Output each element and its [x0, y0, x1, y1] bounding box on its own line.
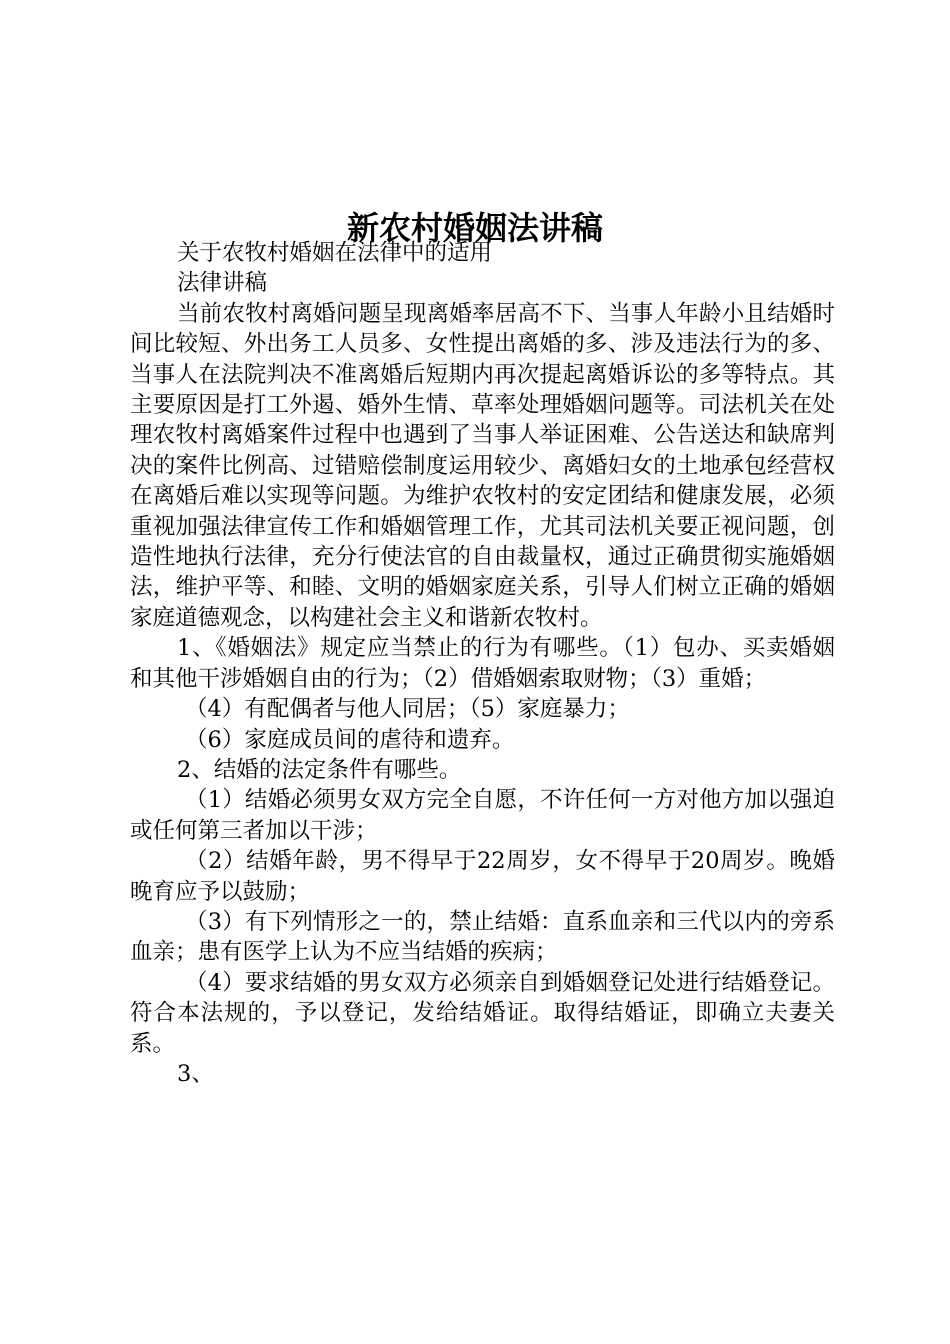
paragraph-condition-3: （3）有下列情形之一的，禁止结婚：直系血亲和三代以内的旁系血亲；患有医学上认为不应当结婚的疾病；	[130, 908, 835, 966]
paragraph-question-2: 2、结婚的法定条件有哪些。	[177, 756, 462, 783]
paragraph-subheading: 法律讲稿	[177, 270, 268, 297]
paragraph-condition-1: （1）结婚必须男女双方完全自愿，不许任何一方对他方加以强迫或任何第三者加以干涉；	[130, 787, 835, 844]
paragraph-condition-2: （2）结婚年龄，男不得早于22周岁，女不得早于20周岁。晚婚晚育应予以鼓励；	[130, 848, 835, 905]
paragraph-condition-4: （4）要求结婚的男女双方必须亲自到婚姻登记处进行结婚登记。符合本法规的，予以登记，发给结婚证。取得结婚证，即确立夫妻关系。	[130, 969, 835, 1057]
paragraph-item-6: （6）家庭成员间的虐待和遗弃。	[185, 726, 515, 753]
document-title: 新农村婚姻法讲稿	[346, 209, 603, 248]
paragraph-item-4-5: （4）有配偶者与他人同居；（5）家庭暴力；	[185, 696, 630, 723]
paragraph-subtitle: 关于农牧村婚姻在法律中的适用	[177, 240, 493, 266]
document-body	[130, 238, 835, 1089]
paragraph-question-1: 1、《婚姻法》规定应当禁止的行为有哪些。（1）包办、买卖婚姻和其他干涉婚姻自由的行为；（2）借婚姻索取财物；（3）重婚；	[130, 635, 835, 692]
paragraph-question-3: 3、	[177, 1060, 214, 1087]
paragraph-intro: 当前农牧村离婚问题呈现离婚率居高不下、当事人年龄小且结婚时间比较短、外出务工人员多、女性提出离婚的多、涉及违法行为的多、当事人在法院判决不准离婚后短期内再次提起离婚诉讼的多等特点。其主要原因是打工外遏、婚外生情、草率处理婚姻问题等。司法机关在处理农牧村离婚案件过程中也遇到了当事人举证困难、公告送达和缺席判决的案件比例高、过错赔偿制度运用较少、离婚妇女的土地承包经营权在离婚后难以实现等问题。为维护农牧村的安定团结和健康发展，必须重视加强法律宣传工作和婚姻管理工作，尤其司法机关要正视问题，创造性地执行法律，充分行使法官的自由裁量权，通过正确贯彻实施婚姻法，维护平等、和睦、文明的婚姻家庭关系，引导人们树立正确的婚姻家庭道德观念，以构建社会主义和谐新农牧村。	[130, 300, 835, 631]
